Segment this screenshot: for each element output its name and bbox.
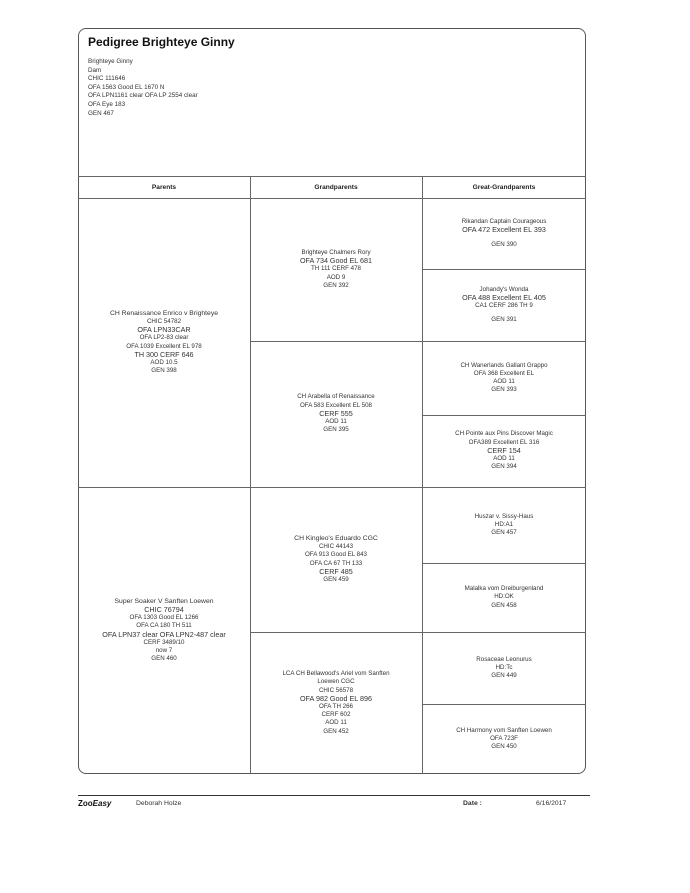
dog-detail: OFA 913 Good EL 843 xyxy=(304,551,368,559)
dog-name: CH Arabella of Renaissance xyxy=(297,393,375,401)
dog-detail: OFA TH 266 xyxy=(319,703,353,710)
dog-detail: HD:A1 xyxy=(494,520,514,528)
grandparent-cell xyxy=(250,487,422,632)
header-parents: Parents xyxy=(151,183,177,191)
dog-detail: OFA LPN37 clear OFA LPN2-487 clear xyxy=(102,629,226,639)
footer-rule xyxy=(78,795,590,796)
great-grandparent-cell xyxy=(422,563,586,632)
header-great-grandparents: Great-Grandparents xyxy=(472,183,536,191)
great-grandparent-cell xyxy=(422,269,586,341)
dog-detail: HD:OK xyxy=(494,593,514,601)
dog-name: Loewen CGC xyxy=(317,678,355,686)
subject-info xyxy=(88,58,198,118)
great-grandparent-cell xyxy=(422,415,586,487)
subject-line: GEN 467 xyxy=(88,109,114,117)
zooeasy-logo xyxy=(78,799,111,808)
great-grandparent-cell xyxy=(422,632,586,704)
dog-detail: CA1 CERF 286 TH 9 xyxy=(475,302,533,309)
date-label: Date : xyxy=(463,800,482,807)
dog-detail: CERF 485 xyxy=(319,566,353,576)
parent-sire-cell xyxy=(78,198,250,487)
subject-line: OFA 1563 Good EL 1670 N xyxy=(88,83,165,91)
dog-detail: AOD 11 xyxy=(325,418,347,426)
dog-detail: OFA 723F xyxy=(490,734,518,742)
dog-detail: AOD 11 xyxy=(493,455,515,463)
dog-detail: AOD 11 xyxy=(493,378,515,385)
dog-detail: AOD 11 xyxy=(325,719,347,727)
dog-name: Malalka vom Dreiburgenland xyxy=(464,585,544,593)
dog-detail: OFA 1039 Excellent EL 978 xyxy=(126,342,202,350)
dog-detail: CERF 154 xyxy=(487,445,521,455)
dog-name: Huszar v. Sissy-Haus xyxy=(474,512,534,520)
dog-name: LCA CH Bellawood's Ariel vom Sanften xyxy=(282,670,390,678)
dog-detail: OFA 488 Excellent EL 405 xyxy=(462,292,546,302)
dog-detail: OFA LPN33CAR xyxy=(137,325,191,335)
subject-line: OFA Eye 183 xyxy=(88,100,126,108)
dog-detail: GEN 458 xyxy=(491,601,517,609)
dog-detail: GEN 449 xyxy=(491,672,517,680)
great-grandparent-cell xyxy=(422,341,586,415)
dog-detail: GEN 457 xyxy=(491,529,517,537)
dog-detail: GEN 395 xyxy=(323,426,349,434)
dog-detail: GEN 450 xyxy=(491,743,517,751)
dog-detail: OFA CA 67 TH 133 xyxy=(309,559,363,567)
dog-name: CH Wanerlands Gallant Grappo xyxy=(460,361,548,369)
dog-detail: OFA CA 180 TH 511 xyxy=(136,622,192,630)
dog-detail: AOD 9 xyxy=(326,273,346,281)
dog-detail: GEN 394 xyxy=(491,463,517,471)
dog-detail: OFA 368 Excellent EL xyxy=(473,369,535,377)
dog-name: Super Soaker V Sanften Loewen xyxy=(114,597,214,605)
dog-detail: CERF 555 xyxy=(319,408,353,418)
logo-zoo: Zoo xyxy=(78,799,93,808)
dog-detail: CHIC 76794 xyxy=(144,604,184,614)
dog-name: CH Harmony vom Sanften Loewen xyxy=(456,726,552,734)
parent-dam-cell xyxy=(78,487,250,774)
dog-detail: GEN 391 xyxy=(491,316,517,324)
dog-name: Johandy's Wonda xyxy=(479,285,529,293)
dog-name: Rikandan Captain Courageous xyxy=(461,218,547,226)
subject-line: CHIC 111646 xyxy=(88,75,126,83)
subject-line: OFA LPN1161 clear OFA LP 2554 clear xyxy=(88,92,198,100)
dog-detail: OFA389 Excellent EL 316 xyxy=(468,438,540,446)
header-grandparents: Grandparents xyxy=(314,183,358,191)
logo-easy: Easy xyxy=(92,799,112,808)
dog-detail: OFA 583 Excellent EL 508 xyxy=(299,401,372,409)
dog-name: Rosaceae Leonurus xyxy=(476,655,532,663)
date-value: 6/16/2017 xyxy=(536,800,567,807)
grandparent-cell xyxy=(250,632,422,774)
dog-detail: TH 300 CERF 646 xyxy=(134,349,194,359)
dog-detail: GEN 393 xyxy=(491,386,517,394)
dog-detail: CHIC 44143 xyxy=(318,543,354,551)
dog-name: Brighteye Chalmers Rory xyxy=(301,248,371,256)
great-grandparent-cell xyxy=(422,198,586,269)
dog-detail: CHIC 54782 xyxy=(146,317,182,325)
dog-name: CH Renaissance Enrico v Brighteye xyxy=(109,309,219,317)
great-grandparent-cell xyxy=(422,704,586,774)
dog-detail: OFA LP2-83 clear xyxy=(139,334,189,342)
dog-detail: TH 111 CERF 478 xyxy=(311,265,361,273)
dog-detail: CERF 602 xyxy=(321,711,351,719)
dog-detail: CHIC 56578 xyxy=(318,686,354,694)
dog-detail: GEN 390 xyxy=(491,240,517,248)
dog-detail: OFA 734 Good EL 681 xyxy=(299,256,373,266)
dog-detail: OFA 982 Good EL 896 xyxy=(299,693,373,703)
grandparent-cell xyxy=(250,341,422,487)
dog-detail: HD:Tc xyxy=(495,663,513,671)
dog-detail: GEN 460 xyxy=(151,655,177,663)
page-title: Pedigree Brighteye Ginny xyxy=(88,35,235,49)
dog-detail: now 7 xyxy=(155,646,173,654)
dog-detail: GEN 392 xyxy=(323,281,349,289)
owner-name: Deborah Holze xyxy=(136,800,182,807)
dog-detail: GEN 459 xyxy=(323,575,349,583)
dog-detail: AOD 10.5 xyxy=(150,358,178,366)
dog-detail: GEN 398 xyxy=(151,367,177,375)
grandparent-cell xyxy=(250,198,422,341)
dog-detail: GEN 452 xyxy=(323,727,349,735)
dog-detail: OFA 1303 Good EL 1266 xyxy=(129,614,199,622)
dog-name: CH Kingleo's Eduardo CGC xyxy=(294,534,378,542)
dog-detail: OFA 472 Excellent EL 393 xyxy=(462,225,546,235)
dog-detail: CERF 3489/10 xyxy=(143,638,185,646)
dog-name: CH Pointe aux Pins Discover Magic xyxy=(455,430,553,438)
great-grandparent-cell xyxy=(422,487,586,563)
subject-line: Dam xyxy=(88,66,102,74)
subject-line: Brighteye Ginny xyxy=(88,58,133,65)
